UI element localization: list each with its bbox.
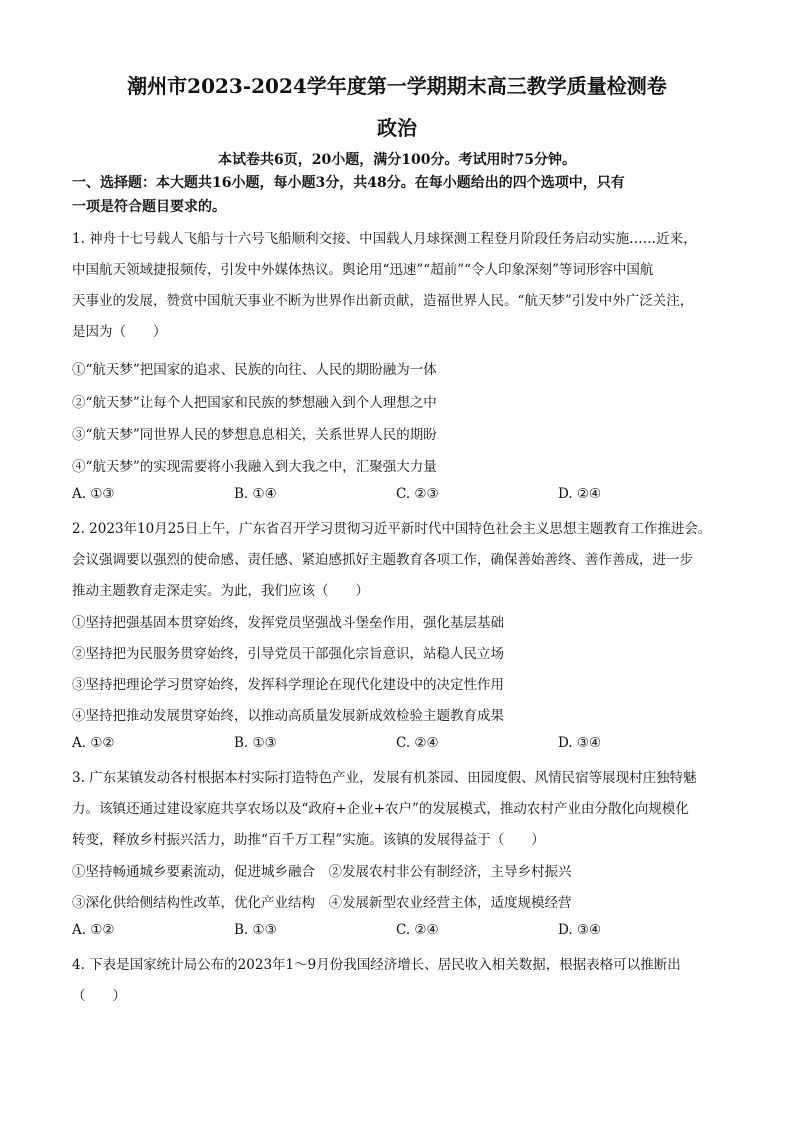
question-1-line: 是因为（ ） <box>72 324 167 340</box>
option-d[interactable]: D. ③④ <box>558 735 602 751</box>
option-b[interactable]: B. ①④ <box>234 486 277 502</box>
question-2-item: ④坚持把推动发展贯穿始终，以推动高质量发展新成效检验主题教育成果 <box>72 708 504 724</box>
question-1-item: ③“航天梦”同世界人民的梦想息息相关，关系世界人民的期盼 <box>72 427 437 443</box>
question-3-item: ①坚持畅通城乡要素流动，促进城乡融合 ②发展农村非公有制经济，主导乡村振兴 <box>72 864 572 880</box>
question-2-item: ②坚持把为民服务贯穿始终，引导党员干部强化宗旨意识，站稳人民立场 <box>72 646 504 662</box>
section-heading-line: 一、选择题：本大题共16小题，每小题3分，共48分。在每小题给出的四个选项中，只有 <box>72 175 625 191</box>
question-4-line: 4. 下表是国家统计局公布的2023年1～9月份我国经济增长、居民收入相关数据，根据表格可以推断出 <box>72 957 681 973</box>
question-3-line: 转变，释放乡村振兴活力，助推“百千万工程”实施。该镇的发展得益于（ ） <box>72 832 545 848</box>
option-c[interactable]: C. ②④ <box>396 922 439 938</box>
question-1-line: 天事业的发展，赞赏中国航天事业不断为世界作出新贡献，造福世界人民。“航天梦”引发中外广泛关注， <box>72 293 694 309</box>
option-d[interactable]: D. ③④ <box>558 922 602 938</box>
subject-title: 政治 <box>377 116 417 140</box>
option-b[interactable]: B. ①③ <box>234 922 277 938</box>
exam-title: 潮州市2023-2024学年度第一学期期末高三教学质量检测卷 <box>127 74 667 98</box>
section-heading <box>72 171 736 219</box>
question-1-item: ④“航天梦”的实现需要将小我融入到大我之中，汇聚强大力量 <box>72 459 437 475</box>
option-a[interactable]: A. ①③ <box>72 486 115 502</box>
question-1-line: 1. 神舟十七号载人飞船与十六号飞船顺利交接、中国载人月球探测工程登月阶段任务启动实施……近来， <box>72 231 697 247</box>
option-c[interactable]: C. ②④ <box>396 735 439 751</box>
question-3-line: 3. 广东某镇发动各村根据本村实际打造特色产业，发展有机茶园、田园度假、风情民宿等展现村庄独特魅 <box>72 770 697 786</box>
question-2-item: ①坚持把强基固本贯穿始终，发挥党员坚强战斗堡垒作用，强化基层基础 <box>72 615 504 631</box>
option-a[interactable]: A. ①② <box>72 735 115 751</box>
option-d[interactable]: D. ②④ <box>558 486 602 502</box>
option-c[interactable]: C. ②③ <box>396 486 439 502</box>
question-4-line: （ ） <box>72 988 126 1004</box>
exam-note: 本试卷共6页，20小题，满分100分。考试用时75分钟。 <box>218 152 576 168</box>
question-1-item: ①“航天梦”把国家的追求、民族的向往、人民的期盼融为一体 <box>72 362 437 378</box>
option-b[interactable]: B. ①③ <box>234 735 277 751</box>
question-2-line: 推动主题教育走深走实。为此，我们应该（ ） <box>72 583 369 599</box>
question-1-line: 中国航天领域捷报频传，引发中外媒体热议。舆论用“迅速”“超前”“令人印象深刻”等词形容中国航 <box>72 262 654 278</box>
question-1-item: ②“航天梦”让每个人把国家和民族的梦想融入到个人理想之中 <box>72 395 437 411</box>
question-2-line: 会议强调要以强烈的使命感、责任感、紧迫感抓好主题教育各项工作，确保善始善终、善作善成，进一步 <box>72 552 693 568</box>
section-heading-line: 一项是符合题目要求的。 <box>72 199 226 215</box>
option-a[interactable]: A. ①② <box>72 922 115 938</box>
question-2-item: ③坚持把理论学习贯穿始终，发挥科学理论在现代化建设中的决定性作用 <box>72 677 504 693</box>
question-3-item: ③深化供给侧结构性改革，优化产业结构 ④发展新型农业经营主体，适度规模经营 <box>72 895 572 911</box>
question-2-line: 2. 2023年10月25日上午，广东省召开学习贯彻习近平新时代中国特色社会主义思想主题教育工作推进会。 <box>72 521 712 537</box>
question-3-line: 力。该镇还通过建设家庭共享农场以及“政府+企业+农户”的发展模式，推动农村产业由分散化向规模化 <box>72 801 689 817</box>
